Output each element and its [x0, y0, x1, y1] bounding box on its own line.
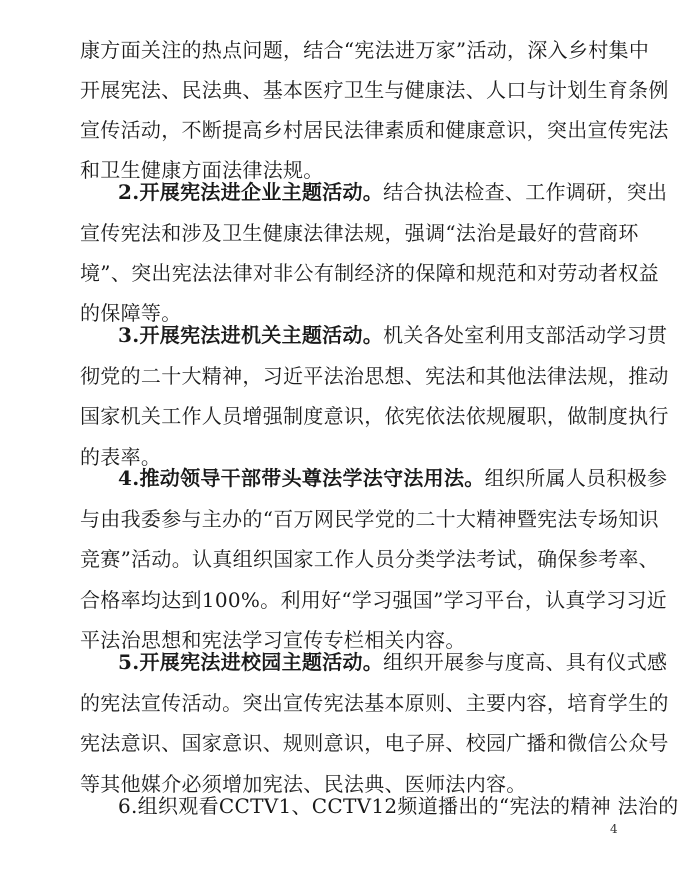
text-line: 的表率。	[80, 445, 162, 469]
text-line: 与由我委参与主办的“百万网民学党的二十大精神暨宪法专场知识	[80, 507, 659, 531]
text-span: 机关各处室利用支部活动学习贯	[383, 323, 668, 347]
text-line: 境”、突出宪法法律对非公有制经济的保障和规范和对劳动者权益	[80, 261, 659, 285]
text-line: 的保障等。	[80, 301, 182, 325]
paragraph-heading: 4.推动领导干部带头尊法学法守法用法。	[118, 466, 485, 490]
paragraph-heading: 5.开展宪法进校园主题活动。	[118, 650, 384, 674]
page-number: 4	[610, 822, 618, 836]
paragraph-heading: 3.开展宪法进机关主题活动。	[118, 323, 384, 347]
paragraph-first-line	[118, 172, 668, 212]
text-line: 开展宪法、民法典、基本医疗卫生与健康法、人口与计划生育条例	[80, 78, 669, 102]
text-span: 结合执法检查、工作调研，突出	[383, 180, 668, 204]
paragraph-heading: 2.开展宪法进企业主题活动。	[118, 180, 384, 204]
text-line: 国家机关工作人员增强制度意识，依宪依法依规履职，做制度执行	[80, 404, 669, 428]
text-line: 平法治思想和宪法学习宣传专栏相关内容。	[80, 628, 466, 652]
text-line: 竞赛”活动。认真组织国家工作人员分类学法考试，确保参考率、	[80, 547, 659, 571]
text-line: 宣传活动，不断提高乡村居民法律素质和健康意识，突出宣传宪法	[80, 118, 669, 142]
text-line: 的宪法宣传活动。突出宣传宪法基本原则、主要内容，培育学生的	[80, 691, 669, 715]
paragraph-first-line	[118, 458, 668, 498]
text-line: 宪法意识、国家意识、规则意识，电子屏、校园广播和微信公众号	[80, 731, 669, 755]
text-line: 合格率均达到100%。利用好“学习强国”学习平台，认真学习习近	[80, 588, 667, 612]
text-line: 彻党的二十大精神，习近平法治思想、宪法和其他法律法规，推动	[80, 364, 669, 388]
text-span: 组织所属人员积极参	[484, 466, 668, 490]
paragraph-first-line: 6.组织观看CCTV1、CCTV12频道播出的“宪法的精神 法治的	[118, 794, 679, 818]
paragraph-first-line	[118, 315, 668, 355]
paragraph-first-line	[118, 642, 668, 682]
text-line: 和卫生健康方面法律法规。	[80, 158, 324, 182]
text-line: 宣传宪法和涉及卫生健康法律法规，强调“法治是最好的营商环	[80, 221, 639, 245]
text-line: 等其他媒介必须增加宪法、民法典、医师法内容。	[80, 772, 527, 796]
text-span: 组织开展参与度高、具有仪式感	[383, 650, 668, 674]
text-line: 康方面关注的热点问题，结合“宪法进万家”活动，深入乡村集中	[80, 38, 650, 62]
